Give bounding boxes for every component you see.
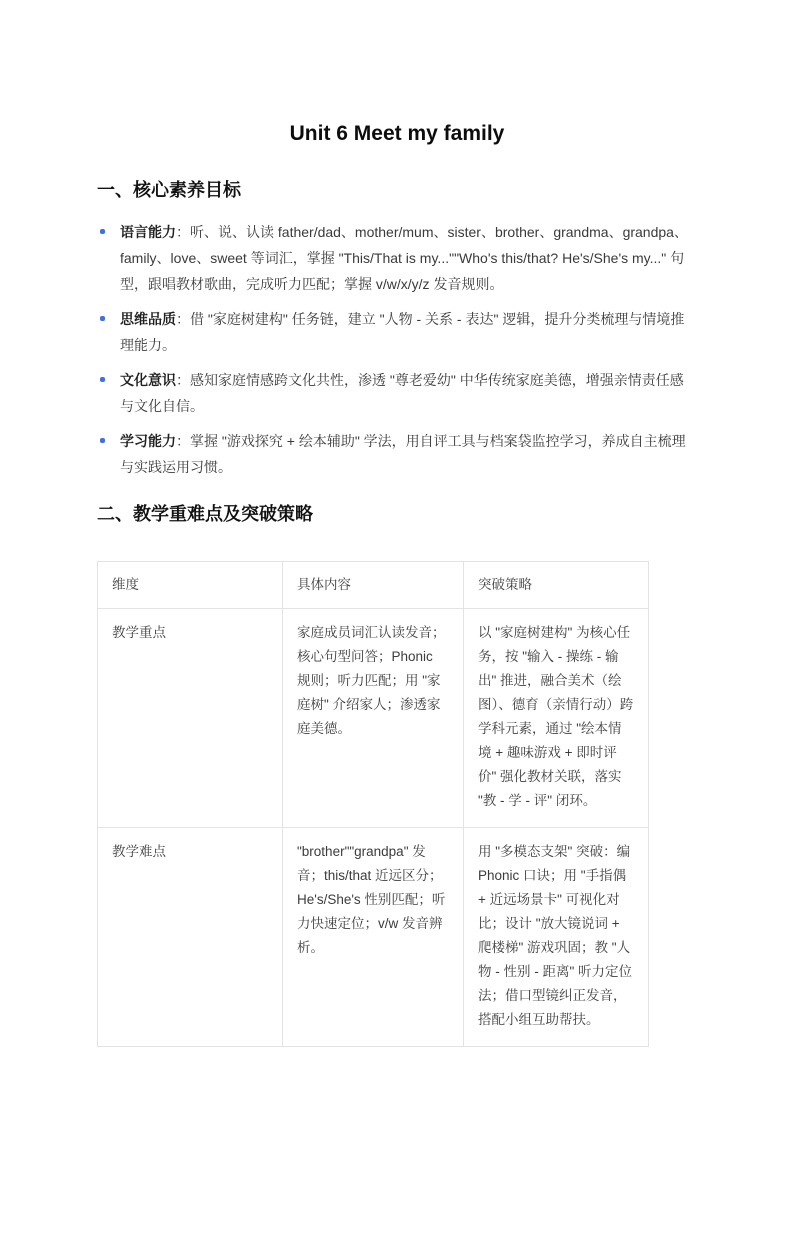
cell-content: "brother""grandpa" 发音；this/that 近远区分；He's/She's 性别匹配；听力快速定位；v/w 发音辨析。 <box>283 828 464 1047</box>
section-key-difficulties <box>97 502 697 1047</box>
bullet-icon <box>100 229 105 234</box>
bullet-text: ：感知家庭情感跨文化共性，渗透 "尊老爱幼" 中华传统家庭美德，增强亲情责任感与文化自信。 <box>120 372 684 414</box>
bullet-label: 学习能力 <box>120 433 176 449</box>
cell-strategy: 以 "家庭树建构" 为核心任务，按 "输入 - 操练 - 输出" 推进，融合美术（绘图）、德育（亲情行动）跨学科元素，通过 "绘本情境 + 趣味游戏 + 即时评价" 强化教材关联，落实 "教 - 学 - 评" 闭环。 <box>464 609 649 828</box>
list-item-learning-ability <box>97 428 697 480</box>
bullet-label: 思维品质 <box>120 311 176 327</box>
strategy-table <box>97 561 649 1047</box>
table-row-teaching-difficulty <box>98 828 649 1047</box>
table-row-teaching-focus <box>98 609 649 828</box>
cell-dimension: 教学难点 <box>98 828 283 1047</box>
bullet-icon <box>100 316 105 321</box>
header-content: 具体内容 <box>283 562 464 609</box>
bullet-text: ：听、说、认读 father/dad、mother/mum、sister、brother、grandma、grandpa、family、love、sweet 等词汇，掌握 "This/That is my...""Who's this/that? He's/She's my..." 句型，跟唱教材歌曲，完成听力匹配；掌握 v/w/x/y/z 发音规则。 <box>120 224 688 292</box>
list-item-language-ability <box>97 219 697 297</box>
bullet-label: 语言能力 <box>120 224 176 240</box>
bullet-text: ：借 "家庭树建构" 任务链，建立 "人物 - 关系 - 表达" 逻辑，提升分类梳理与情境推理能力。 <box>120 311 685 353</box>
section-2-heading: 二、教学重难点及突破策略 <box>97 504 313 524</box>
cell-strategy: 用 "多模态支架" 突破：编 Phonic 口诀；用 "手指偶 + 近远场景卡" 可视化对比；设计 "放大镜说词 + 爬楼梯" 游戏巩固；教 "人物 - 性别 - 距离" 听力定位法；借口型镜纠正发音，搭配小组互助帮扶。 <box>464 828 649 1047</box>
header-strategy: 突破策略 <box>464 562 649 609</box>
goal-list <box>97 219 697 480</box>
cell-dimension: 教学重点 <box>98 609 283 828</box>
header-dimension: 维度 <box>98 562 283 609</box>
section-core-goals <box>97 178 697 480</box>
list-item-cultural-awareness <box>97 367 697 419</box>
bullet-icon <box>100 438 105 443</box>
page-title: Unit 6 Meet my family <box>289 122 505 145</box>
bullet-text: ：掌握 "游戏探究 + 绘本辅助" 学法，用自评工具与档案袋监控学习，养成自主梳理与实践运用习惯。 <box>120 433 686 475</box>
bullet-label: 文化意识 <box>120 372 176 388</box>
cell-content: 家庭成员词汇认读发音；核心句型问答；Phonic 规则；听力匹配；用 "家庭树" 介绍家人；渗透家庭美德。 <box>283 609 464 828</box>
bullet-icon <box>100 377 105 382</box>
section-1-heading: 一、核心素养目标 <box>97 180 241 200</box>
list-item-thinking-quality <box>97 306 697 358</box>
document-page <box>0 120 794 1243</box>
table-header-row <box>98 562 649 609</box>
